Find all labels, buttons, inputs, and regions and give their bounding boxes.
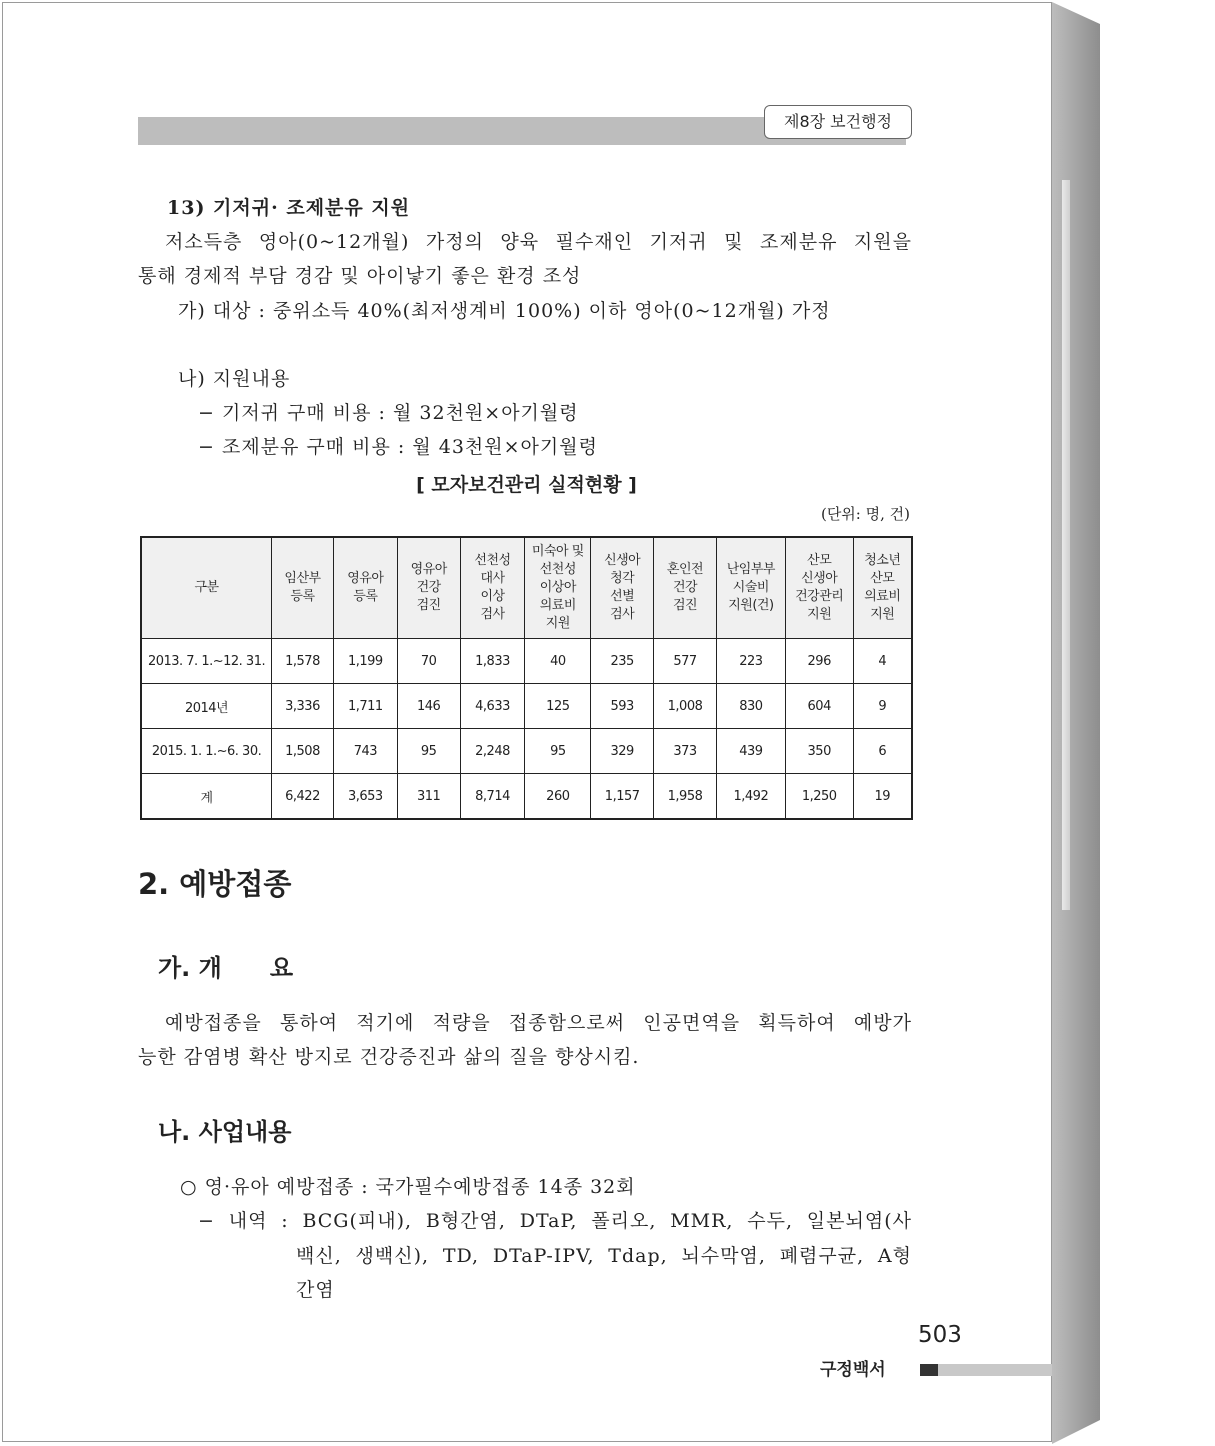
table-cell: 593 xyxy=(591,684,654,729)
chapter-tab: 제8장 보건행정 xyxy=(764,105,912,139)
table-cell: 439 xyxy=(716,729,785,774)
table-cell: 95 xyxy=(397,729,460,774)
table-cell: 235 xyxy=(591,639,654,684)
table-cell: 373 xyxy=(654,729,717,774)
table-cell: 350 xyxy=(785,729,853,774)
table-cell: 19 xyxy=(853,774,912,820)
table-cell: 125 xyxy=(525,684,591,729)
table-row xyxy=(141,684,912,729)
overview-title: 가. 개 요 xyxy=(158,954,294,982)
table-cell: 40 xyxy=(525,639,591,684)
col-header: 난임부부 시술비 지원(건) xyxy=(716,537,785,639)
footer-marker xyxy=(920,1364,938,1376)
table-cell: 743 xyxy=(333,729,397,774)
col-header: 영유아 건강 검진 xyxy=(397,537,460,639)
table-cell: 296 xyxy=(785,639,853,684)
col-header-category: 구분 xyxy=(141,537,272,639)
program-title: 나. 사업내용 xyxy=(158,1118,292,1146)
table-cell: 2015. 1. 1.~6. 30. xyxy=(141,729,272,774)
table-cell: 260 xyxy=(525,774,591,820)
table-cell: 146 xyxy=(397,684,460,729)
table-cell: 계 xyxy=(141,774,272,820)
page-number: 503 xyxy=(918,1322,962,1348)
intro-line-1: 저소득층 영아(0~12개월) 가정의 양육 필수재인 기저귀 및 조제분유 지원을 xyxy=(165,231,912,253)
overview-line-2: 능한 감염병 확산 방지로 건강증진과 삶의 질을 향상시킴. xyxy=(138,1046,640,1068)
col-header: 산모 신생아 건강관리 지원 xyxy=(785,537,853,639)
table-cell: 1,958 xyxy=(654,774,717,820)
target-line: 가) 대상 : 중위소득 40%(최저생계비 100%) 이하 영아(0~12개월) 가정 xyxy=(178,300,831,322)
table-row-total xyxy=(141,774,912,820)
table-cell: 9 xyxy=(853,684,912,729)
book-thickness xyxy=(1052,2,1100,1444)
col-header: 혼인전 건강 검진 xyxy=(654,537,717,639)
table-cell: 3,336 xyxy=(272,684,334,729)
table-cell: 2,248 xyxy=(460,729,525,774)
table-cell: 4,633 xyxy=(460,684,525,729)
table-cell: 70 xyxy=(397,639,460,684)
vaccination-item: ○ 영·유아 예방접종 : 국가필수예방접종 14종 32회 xyxy=(180,1176,636,1198)
table-cell: 223 xyxy=(716,639,785,684)
support-title: 나) 지원내용 xyxy=(178,368,291,390)
col-header: 임산부 등록 xyxy=(272,537,334,639)
vaccination-detail-line-2: 백신, 생백신), TD, DTaP-IPV, Tdap, 뇌수막염, 폐렴구균, A형 xyxy=(296,1245,912,1267)
table-cell: 604 xyxy=(785,684,853,729)
table-title: [ 모자보건관리 실적현황 ] xyxy=(416,474,637,496)
table-cell: 3,653 xyxy=(333,774,397,820)
table-row xyxy=(141,639,912,684)
col-header: 영유아 등록 xyxy=(333,537,397,639)
table-cell: 8,714 xyxy=(460,774,525,820)
table-cell: 1,711 xyxy=(333,684,397,729)
footer-bar xyxy=(938,1364,1052,1376)
overview-line-1: 예방접종을 통하여 적기에 적량을 접종함으로써 인공면역을 획득하여 예방가 xyxy=(165,1012,912,1034)
table-row xyxy=(141,729,912,774)
table-cell: 1,833 xyxy=(460,639,525,684)
table-cell: 1,508 xyxy=(272,729,334,774)
table-cell: 2014년 xyxy=(141,684,272,729)
table-cell: 1,492 xyxy=(716,774,785,820)
unit-note: (단위: 명, 건) xyxy=(820,505,910,523)
table-cell: 577 xyxy=(654,639,717,684)
table-cell: 311 xyxy=(397,774,460,820)
col-header: 신생아 청각 선별 검사 xyxy=(591,537,654,639)
table-cell: 1,157 xyxy=(591,774,654,820)
table-cell: 2013. 7. 1.~12. 31. xyxy=(141,639,272,684)
table-cell: 1,199 xyxy=(333,639,397,684)
col-header: 미숙아 및 선천성 이상아 의료비 지원 xyxy=(525,537,591,639)
table-cell: 95 xyxy=(525,729,591,774)
table-cell: 329 xyxy=(591,729,654,774)
support-item-diaper: − 기저귀 구매 비용 : 월 32천원×아기월령 xyxy=(198,402,579,424)
vaccination-section-title: 2. 예방접종 xyxy=(138,867,292,901)
section-13-title: 13) 기저귀· 조제분유 지원 xyxy=(167,197,411,219)
intro-line-2: 통해 경제적 부담 경감 및 아이낳기 좋은 환경 조성 xyxy=(138,265,582,287)
book-title: 구정백서 xyxy=(820,1360,886,1380)
vaccination-detail-line-3: 간염 xyxy=(296,1279,335,1301)
book-edge-highlight xyxy=(1062,180,1070,910)
table-cell: 1,008 xyxy=(654,684,717,729)
maternal-health-table xyxy=(140,536,913,820)
table-cell: 1,578 xyxy=(272,639,334,684)
table-cell: 4 xyxy=(853,639,912,684)
vaccination-detail-line-1: − 내역 : BCG(피내), B형간염, DTaP, 폴리오, MMR, 수두, 일본뇌염(사 xyxy=(198,1210,912,1232)
support-item-formula: − 조제분유 구매 비용 : 월 43천원×아기월령 xyxy=(198,436,598,458)
table-cell: 6,422 xyxy=(272,774,334,820)
table-cell: 6 xyxy=(853,729,912,774)
table-cell: 1,250 xyxy=(785,774,853,820)
table-header-row xyxy=(141,537,912,639)
col-header: 선천성 대사 이상 검사 xyxy=(460,537,525,639)
col-header: 청소년 산모 의료비 지원 xyxy=(853,537,912,639)
table-cell: 830 xyxy=(716,684,785,729)
